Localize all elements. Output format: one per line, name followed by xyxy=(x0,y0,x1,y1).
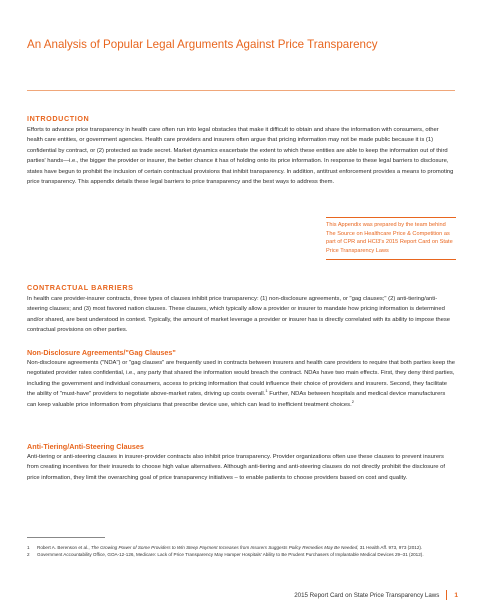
anti-tiering-heading: Anti-Tiering/Anti-Steering Clauses xyxy=(27,442,144,451)
appendix-callout-box: This Appendix was prepared by the team behind The Source on Healthcare Price & Competition as part of CPR and HCI3's 2015 Report Card on State Price Transparency Laws xyxy=(326,217,456,260)
introduction-heading: INTRODUCTION xyxy=(27,114,90,123)
nda-text-b: Further, NDAs between hospitals and medical device manufacturers can keep valuable price information from physicians that prescribe device use, which can lead to inefficient treatment choices. xyxy=(27,391,446,408)
footnote-divider xyxy=(27,537,105,538)
introduction-paragraph: Efforts to advance price transparency in health care often run into legal obstacles that make it difficult to obtain and share the information with consumers, other health care entities, or government agencies. Health care providers and insurers often argue that pricing information may not be made public because it is (1) confidential by contract, or (2) protected as trade secret. Market dynamics exacerbate the extent to which these entities are able to keep the information out of third parties' hands—i.e., the bigger the provider or insurer, the better chance it has of holding onto its price information. In response to these legal barriers to disclosure, states have begun to prohibit the inclusion of certain contractual provisions that inhibit transparency. In addition, antitrust enforcement provides a means to promoting price transparency. This appendix details these legal barriers to price transparency and the best ways to address them. xyxy=(27,127,454,186)
title-divider xyxy=(27,90,455,91)
footer-label: 2015 Report Card on State Price Transparency Laws xyxy=(294,591,440,599)
footnote-text-pre: Government Accountability Office, GOA-12-126, Medicare: Lack of Price Transparency May Hamper Hospitals' Ability to Be Prudent Purchasers of Implantable Medical Devices 29–31 (2012). xyxy=(37,552,424,558)
footnote-number: 1 xyxy=(27,545,30,550)
contractual-barriers-body xyxy=(27,294,455,336)
footnote-ref-1: 1 xyxy=(265,388,268,394)
footnote-text-post: 31 Health Aff. 973, 973 (2012). xyxy=(358,545,423,550)
anti-tiering-paragraph: Anti-tiering or anti-steering clauses in insurer-provider contracts also inhibit price transparency. Provider organizations often use these clauses to prevent insurers from creating incentives for their insureds to choose high value alternatives. Although anti-tiering and anti-steering clauses do not directly prohibit the disclosure of price information, they limit the overarching goal of price transparency initiatives – to enable patients to choose providers based on cost and quality. xyxy=(27,454,446,481)
footnote-text xyxy=(37,544,422,551)
footnote-text xyxy=(37,551,424,558)
footnote-ref-2: 2 xyxy=(351,398,354,404)
page-number: 1 xyxy=(454,591,458,599)
introduction-body xyxy=(27,125,455,187)
page-title: An Analysis of Popular Legal Arguments Against Price Transparency xyxy=(27,38,378,51)
footnote-number: 2 xyxy=(27,552,30,558)
contractual-barriers-paragraph: In health care provider-insurer contracts, three types of clauses inhibit price transparency: (1) non-disclosure agreements, or "gag clauses;" (2) anti-tiering/anti-steering clauses; and (3) most favored nation clauses. These clauses, which typically allow a provider or insurer to mandate how pricing information is determined and/or shared, are best understood in context. Typically, the amount of market leverage a provider or insurer has is directly correlated with its ability to impose these contractual provisions on other parties. xyxy=(27,296,451,334)
nda-paragraph xyxy=(27,358,455,410)
anti-tiering-body xyxy=(27,452,455,483)
footnote-item xyxy=(27,544,455,551)
footnote-text-italic: The Growing Power of Some Providers to Win Steep Payment Increases from Insurers Suggests Policy Remedies May Be Needed, xyxy=(90,545,359,550)
nda-heading: Non-Disclosure Agreements/"Gag Clauses" xyxy=(27,348,176,357)
footer-separator xyxy=(446,590,447,600)
nda-text-a: Non-disclosure agreements ("NDA") or "gag clauses" are frequently used in contracts between insurers and health care providers to require that both parties keep the negotiated provider rates confidential, i.e., any party that shared the information would breach the contract. NDAs have two main effects. First, they deny third parties, including the government and individual consumers, access to pricing information that could influence their choice of providers and insurers. Second, they facilitate the ability of "must-have" providers to negotiate above-market rates, driving up costs overall. xyxy=(27,360,455,398)
page-footer xyxy=(262,589,458,601)
nda-body xyxy=(27,358,455,410)
footnote-text-pre: Robert A. Berenson et al., xyxy=(37,545,91,550)
footnotes xyxy=(27,544,455,559)
contractual-barriers-heading: CONTRACTUAL BARRIERS xyxy=(27,283,134,292)
footnote-item xyxy=(27,551,455,558)
